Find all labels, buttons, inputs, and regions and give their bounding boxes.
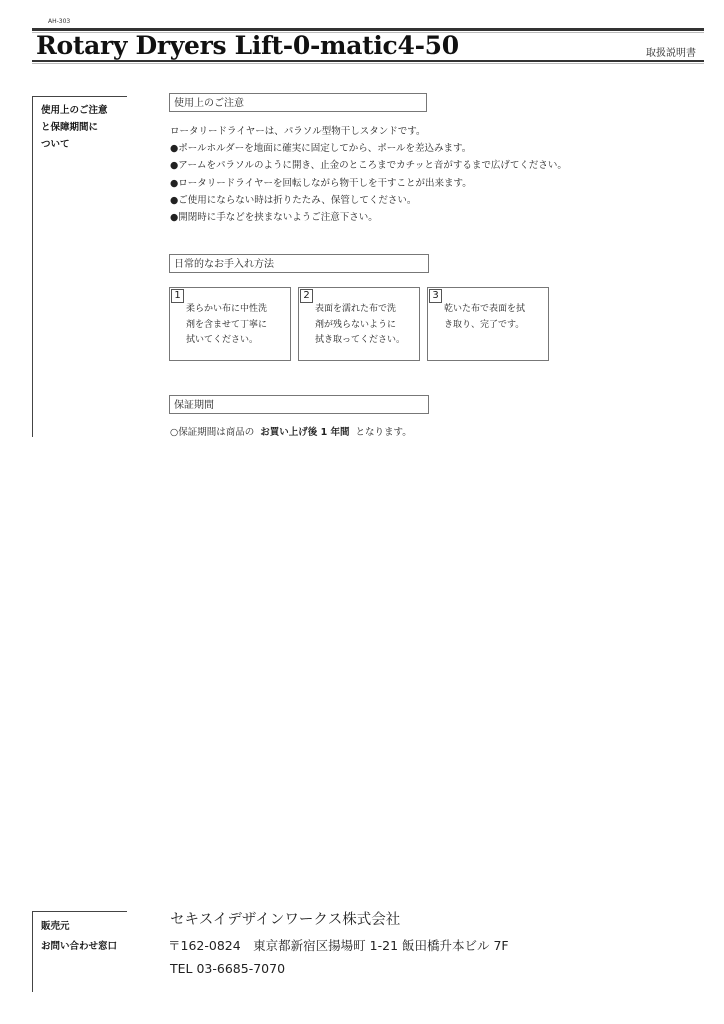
- step-line: 剤が残らないように: [315, 319, 397, 330]
- care-step-1: [169, 287, 291, 361]
- model-code: AH-303: [48, 18, 71, 25]
- caution-line: ●ポールホルダーを地面に確実に固定してから、ポールを差込みます。: [170, 143, 472, 155]
- step-line: 柔らかい布に中性洗: [186, 304, 268, 314]
- company-name: セキスイデザインワークス株式会社: [170, 912, 401, 928]
- step-number: 3: [429, 289, 442, 303]
- care-step-2: [298, 287, 420, 361]
- sidebar-line: と保障期間に: [41, 122, 99, 133]
- caution-line: ●ご使用にならない時は折りたたみ、保管してください。: [170, 194, 417, 206]
- warranty-heading: 保証期間: [169, 395, 429, 414]
- warranty-suffix: となります。: [355, 427, 412, 438]
- caution-heading: 使用上のご注意: [169, 93, 427, 112]
- sidebar-caution-label: [33, 97, 127, 153]
- company-address: 〒162-0824 東京都新宿区揚場町 1-21 飯田橋升本ビル 7F: [168, 938, 509, 953]
- caution-line: ●ロータリードライヤーを回転しながら物干しを干すことが出来ます。: [170, 177, 472, 189]
- care-heading: 日常的なお手入れ方法: [169, 254, 429, 273]
- step-line: 表面を濡れた布で洗: [315, 304, 397, 314]
- step-line: き取り、完了です。: [444, 319, 525, 330]
- step-text: [186, 302, 286, 349]
- step-line: 拭き取ってください。: [315, 335, 406, 345]
- sidebar-contact: [32, 911, 127, 992]
- sidebar-caution-warranty: [32, 96, 127, 437]
- caution-list: [170, 123, 567, 226]
- header-rule-bottom-thin: [32, 63, 704, 64]
- sidebar-contact-label: [33, 912, 127, 957]
- caution-line: ロータリードライヤーは、パラソル型物干しスタンドです。: [170, 126, 426, 137]
- warranty-prefix: ○保証期間は商品の: [170, 427, 255, 438]
- step-text: [444, 302, 544, 333]
- step-line: 拭いてください。: [186, 335, 259, 345]
- warranty-period: お買い上げ後 1 年間: [260, 427, 350, 438]
- step-number: 1: [171, 289, 184, 303]
- company-tel: TEL 03-6685-7070: [170, 961, 286, 976]
- manual-label: 取扱説明書: [646, 48, 696, 59]
- header-rule-bottom: [32, 60, 704, 62]
- sidebar-line: ついて: [41, 139, 70, 150]
- care-step-3: [427, 287, 549, 361]
- step-line: 乾いた布で表面を拭: [444, 304, 526, 314]
- step-number: 2: [300, 289, 313, 303]
- step-text: [315, 302, 415, 349]
- sidebar-line: 販売元: [41, 921, 70, 932]
- step-line: 剤を含ませて丁寧に: [186, 319, 268, 330]
- caution-line: ●アームをパラソルのように開き、止金のところまでカチッと音がするまで広げてください。: [170, 160, 567, 172]
- warranty-text: [170, 424, 412, 438]
- sidebar-line: お問い合わせ窓口: [41, 941, 118, 952]
- caution-line: ●開閉時に手などを挟まないようご注意下さい。: [170, 212, 378, 224]
- sidebar-line: 使用上のご注意: [41, 105, 108, 116]
- document-title: Rotary Dryers Lift-0-matic4-50: [36, 31, 459, 60]
